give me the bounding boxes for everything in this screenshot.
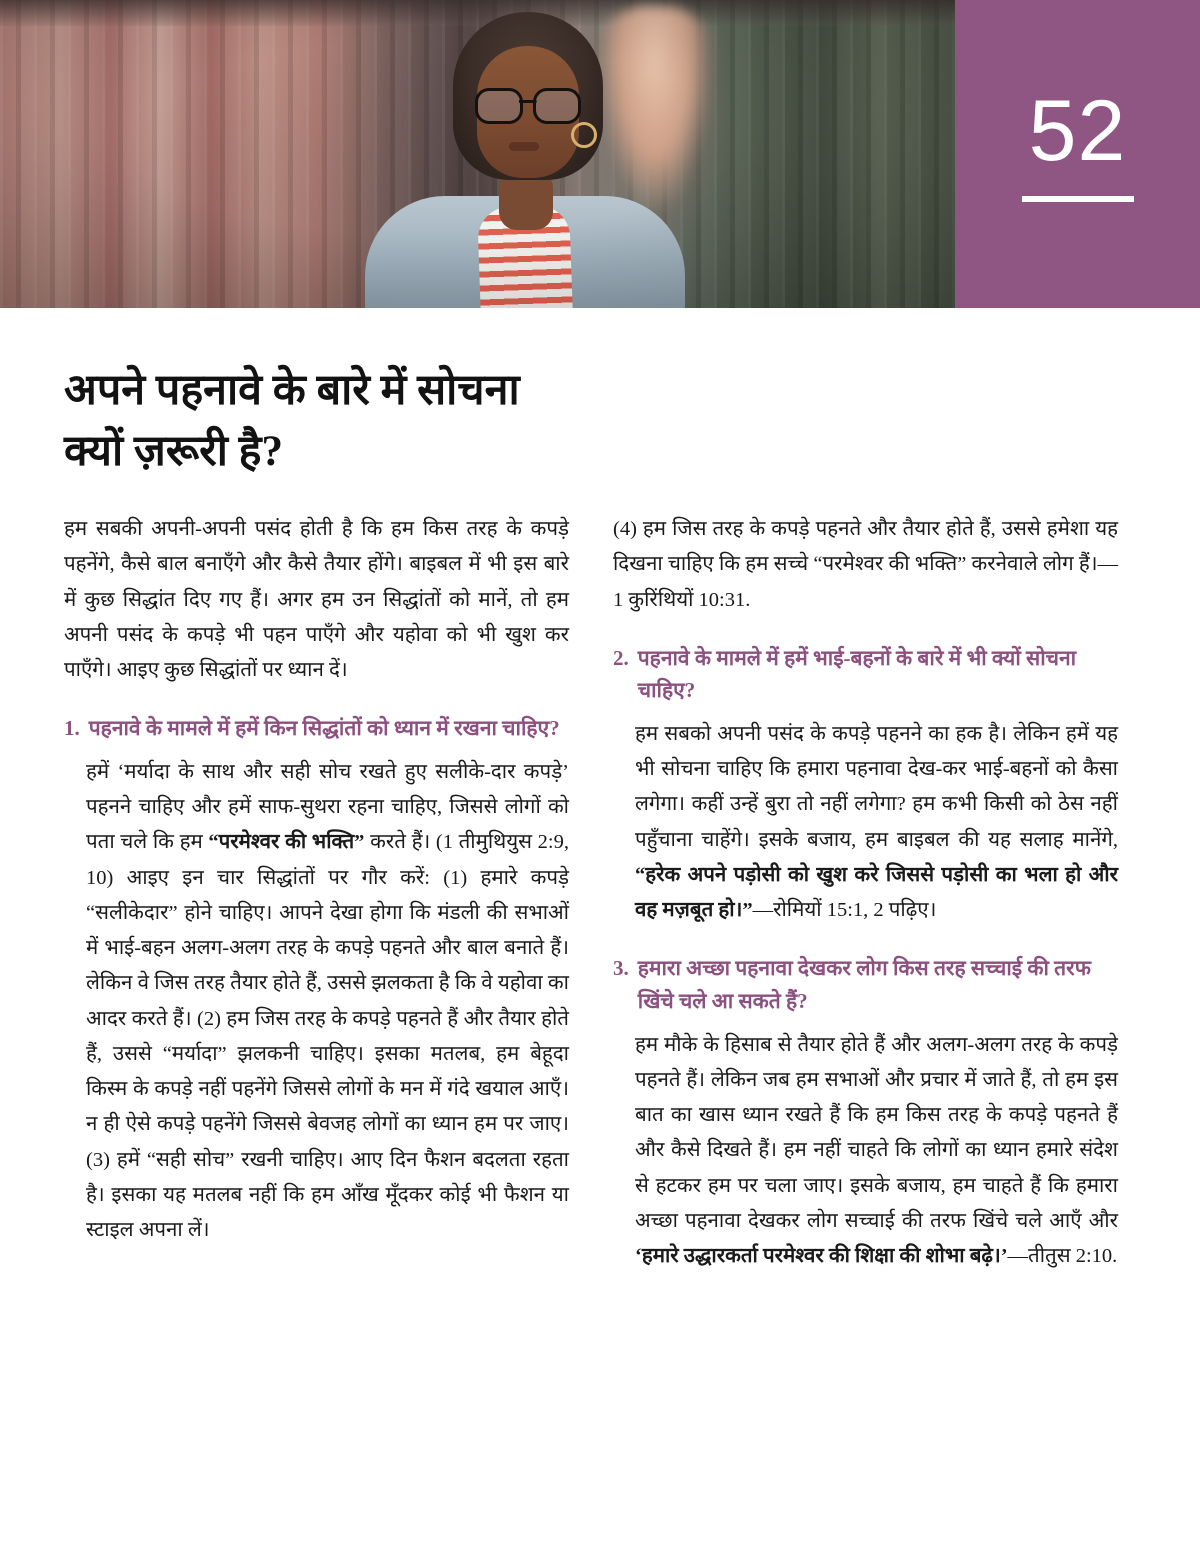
question-2-text: पहनावे के मामले में हमें भाई-बहनों के बारे में भी क्यों सोचना चाहिए?: [637, 645, 1077, 703]
question-3: [613, 952, 1118, 1017]
question-1-number: 1.: [64, 716, 80, 741]
page-number: 52: [1028, 83, 1127, 179]
hero-banner: [0, 0, 1200, 308]
title-block: [64, 360, 1136, 482]
answer-3-paragraph: [635, 1028, 1118, 1275]
question-2: [613, 642, 1118, 707]
answer-2-part-1: हम सबको अपनी पसंद के कपड़े पहनने का हक है। लेकिन हमें यह भी सोचना चाहिए कि हमारा पहनावा देख-कर भाई-बहनों को कैसा लगेगा। कहीं उन्हें बुरा तो नहीं लगेगा? हम कभी किसी को ठेस नहीं पहुँचाना चाहेंगे। इसके बजाय, हम बाइबल की यह सलाह मानेंगे,: [635, 722, 1118, 851]
answer-2-part-2: —रोमियों 15:1, 2 पढ़िए।: [752, 899, 937, 922]
answer-3-part-2: —तीतुस 2:10.: [1007, 1245, 1118, 1268]
question-3-number: 3.: [613, 956, 629, 981]
page-number-badge: [955, 0, 1200, 308]
hero-photo: [0, 0, 955, 308]
answer-1-part-2: करते हैं। (1 तीमुथियुस 2:9, 10) आइए इन चार सिद्धांतों पर गौर करें: (1) हमारे कपड़े “सलीकेदार” होने चाहिए। आपने देखा होगा कि मंडली की सभाओं में भाई-बहन अलग-अलग तरह के कपड़े पहनते और बाल बनाते हैं। लेकिन वे जिस तरह तैयार होते हैं, उससे झलकता है कि वे यहोवा का आदर करते हैं। (2) हम जिस तरह के कपड़े पहनते हैं और तैयार होते हैं, उससे “मर्यादा” झलकनी चाहिए। इसका मतलब, हम बेहूदा किस्म के कपड़े नहीं पहनेंगे जिससे लोगों के मन में गंदे खयाल आएँ। न ही ऐसे कपड़े पहनेंगे जिससे बेवजह लोगों का ध्यान हम पर जाए। (3) हमें “सही सोच” रखनी चाहिए। आए दिन फैशन बदलता रहता है। इसका यह मतलब नहीं कि हम आँख मूँदकर कोई भी फैशन या स्टाइल अपना लें।: [86, 831, 569, 1242]
question-1-text: पहनावे के मामले में हमें किन सिद्धांतों को ध्यान में रखना चाहिए?: [88, 716, 560, 741]
left-column: [64, 512, 569, 1286]
page-title: [64, 360, 824, 482]
answer-3-bold: ‘हमारे उद्धारकर्ता परमेश्वर की शिक्षा की शोभा बढ़े।’: [635, 1245, 1008, 1268]
answer-1-continued: (4) हम जिस तरह के कपड़े पहनते और तैयार होते हैं, उससे हमेशा यह दिखना चाहिए कि हम सच्चे “परमेश्वर की भक्ति” करनेवाले लोग हैं।—1 कुरिंथियों 10:31.: [613, 518, 1118, 611]
question-1: [64, 712, 569, 745]
page-title-line-2: क्यों ज़रूरी है?: [64, 428, 283, 476]
badge-underline: [1022, 196, 1134, 202]
answer-1-part-1: हमें ‘मर्यादा के साथ और सही सोच रखते हुए सलीके-दार कपड़े’ पहनने चाहिए और हमें साफ-सुथरा रहना चाहिए, जिससे लोगों को पता चले कि हम: [86, 760, 569, 854]
answer-3-part-1: हम मौके के हिसाब से तैयार होते हैं और अलग-अलग तरह के कपड़े पहनते हैं। लेकिन जब हम सभाओं और प्रचार में जाते हैं, तो हम इस बात का खास ध्यान रखते हैं कि हम किस तरह के कपड़े पहनते हैं और कैसे दिखते हैं। हम नहीं चाहते कि लोगों का ध्यान हमारे संदेश से हटकर हम पर चला जाए। इसके बजाय, हम चाहते हैं कि हमारा अच्छा पहनावा देखकर लोग सच्चाई की तरफ खिंचे चले आएँ और: [635, 1033, 1118, 1232]
photo-vignette: [0, 0, 955, 308]
article-body: [64, 512, 1136, 1286]
answer-1-paragraph: [86, 755, 569, 1249]
answer-1-bold-1: “परमेश्वर की भक्ति”: [208, 831, 365, 854]
question-3-text: हमारा अच्छा पहनावा देखकर लोग किस तरह सच्चाई की तरफ खिंचे चले आ सकते हैं?: [637, 956, 1091, 1013]
question-2-number: 2.: [613, 645, 629, 670]
right-column: [613, 512, 1118, 1286]
page-title-line-1: अपने पहनावे के बारे में सोचना: [64, 367, 520, 414]
answer-2-bold: “हरेक अपने पड़ोसी को खुश करे जिससे पड़ोसी का भला हो और वह मज़बूत हो।”: [635, 863, 1118, 922]
answer-2-paragraph: [635, 717, 1118, 929]
intro-paragraph: हम सबकी अपनी-अपनी पसंद होती है कि हम किस तरह के कपड़े पहनेंगे, कैसे बाल बनाएँगे और कैसे तैयार होंगे। बाइबल में भी इस बारे में कुछ सिद्धांत दिए गए हैं। अगर हम उन सिद्धांतों को मानें, तो हम अपनी पसंद के कपड़े भी पहन पाएँगे और यहोवा को भी खुश कर पाएँगे। आइए कुछ सिद्धांतों पर ध्यान दें।: [64, 518, 569, 682]
